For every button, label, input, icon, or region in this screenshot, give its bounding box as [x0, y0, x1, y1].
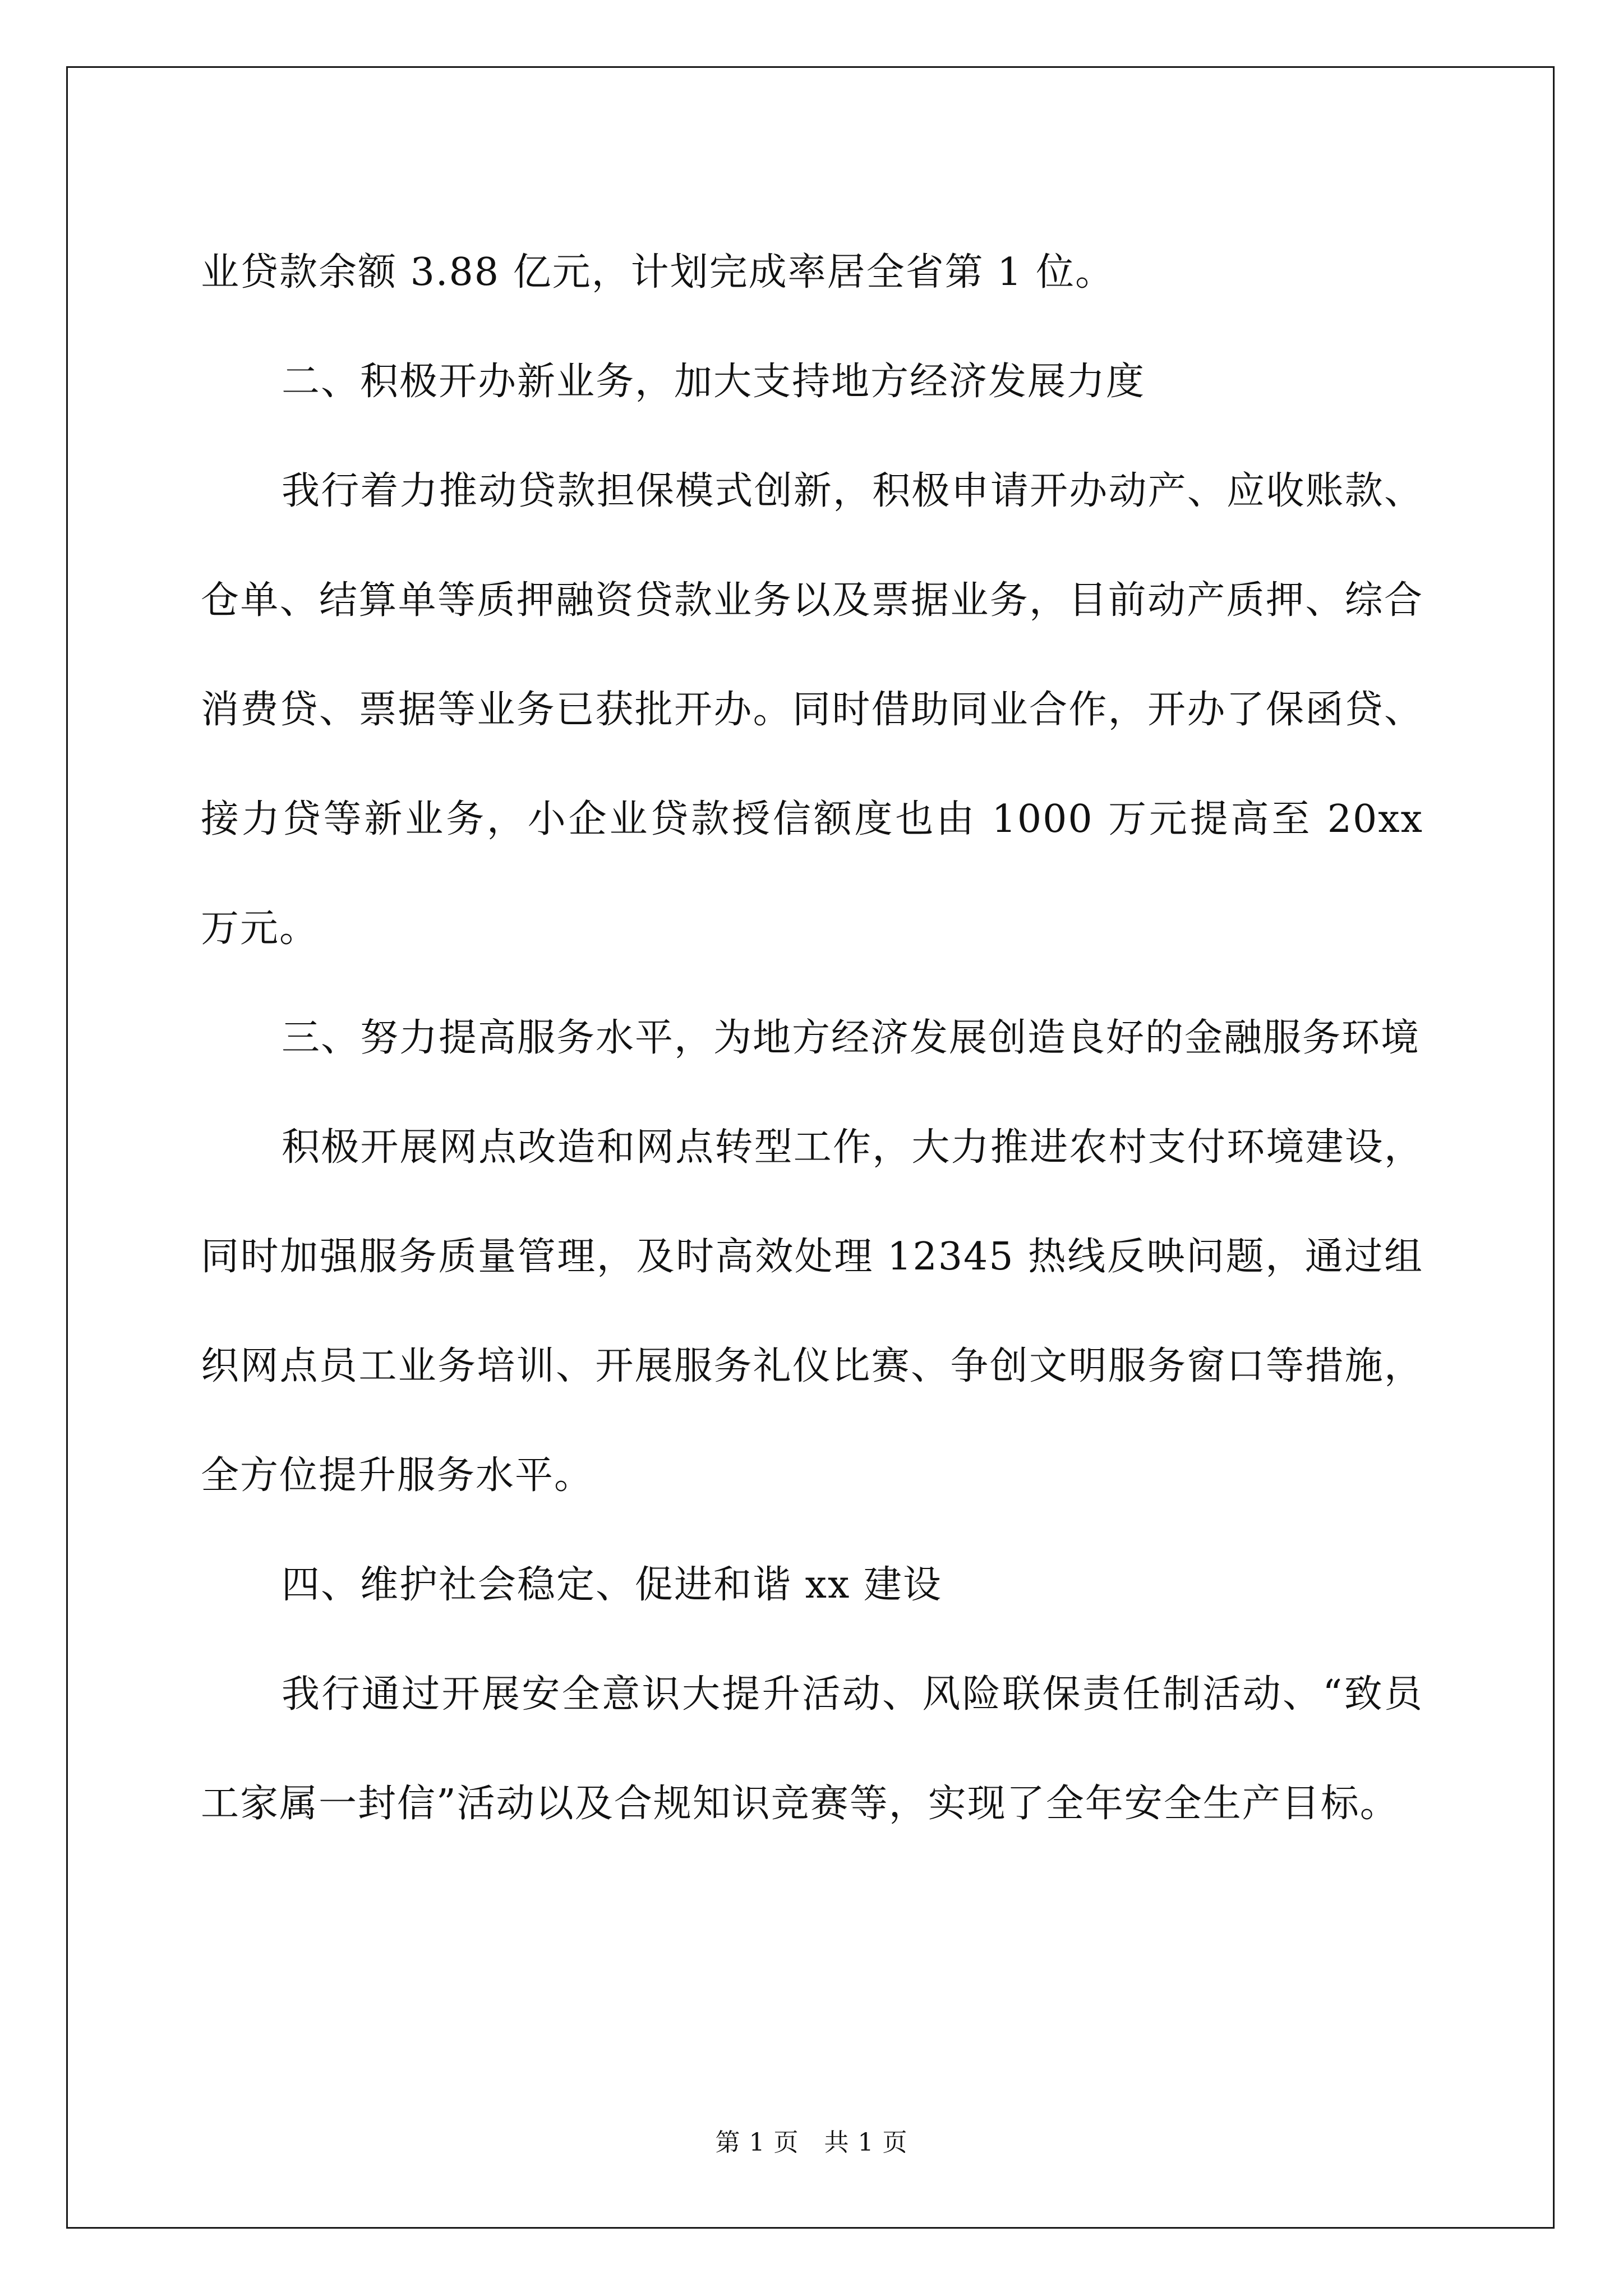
document-body [201, 218, 1423, 1858]
heading-new-business: 二、积极开办新业务，加大支持地方经济发展力度 [282, 360, 1146, 404]
heading-service-level: 三、努力提高服务水平，为地方经济发展创造良好的金融服务环境 [282, 1016, 1421, 1060]
heading-social-stability: 四、维护社会稳定、促进和谐 xx 建设 [282, 1563, 942, 1607]
page-number-footer: 第 1 页 共 1 页 [715, 2128, 908, 2157]
paragraph-service-level: 积极开展网点改造和网点转型工作，大力推进农村支付环境建设，同时加强服务质量管理，及时高效处理 12345 热线反映问题，通过组织网点员工业务培训、开展服务礼仪比赛、争创文明服务窗口等措施，全方位提升服务水平。 [201, 1125, 1423, 1498]
paragraph-loan-balance: 业贷款余额 3.88 亿元，计划完成率居全省第 1 位。 [201, 250, 1115, 295]
paragraph-new-business: 我行着力推动贷款担保模式创新，积极申请开办动产、应收账款、仓单、结算单等质押融资贷款业务以及票据业务，目前动产质押、综合消费贷、票据等业务已获批开办。同时借助同业合作，开办了保函贷、接力贷等新业务，小企业贷款授信额度也由 1000 万元提高至 20xx 万元。 [201, 469, 1423, 951]
paragraph-social-stability: 我行通过开展安全意识大提升活动、风险联保责任制活动、“致员工家属一封信”活动以及合规知识竞赛等，实现了全年安全生产目标。 [201, 1672, 1423, 1826]
